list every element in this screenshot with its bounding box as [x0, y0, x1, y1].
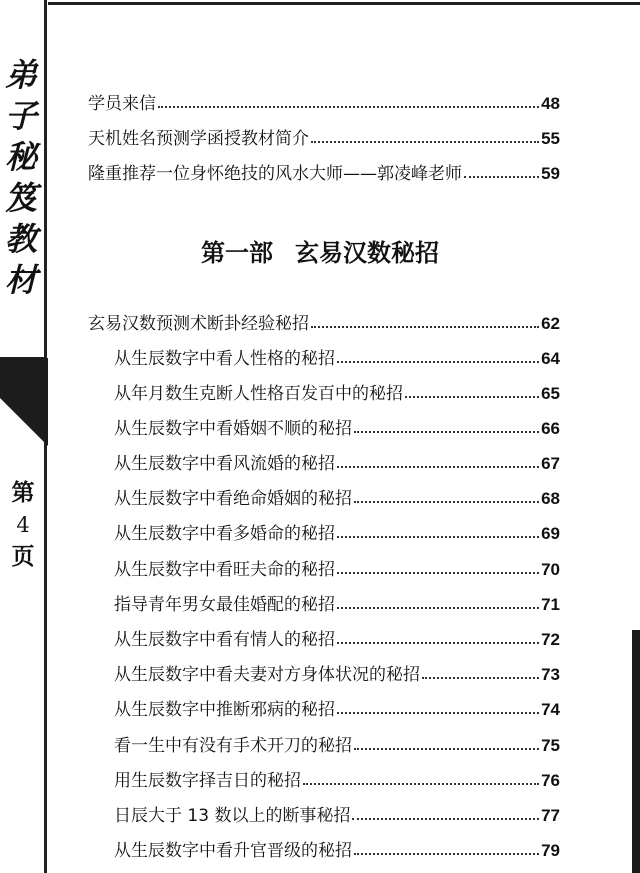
toc-entry-page: 68: [541, 489, 560, 508]
toc-entry-page: 55: [541, 129, 560, 148]
toc-entry-title: 从生辰数字中看升官晋级的秘招: [114, 841, 352, 861]
toc-entry-page: 75: [541, 736, 560, 755]
margin-tab-marker: [0, 358, 48, 448]
toc-entry-title: 从年月数生克断人性格百发百中的秘招: [114, 384, 403, 404]
toc-leader-dots: [405, 396, 539, 398]
toc-entry-title: 日辰大于 13 数以上的断事秘招: [114, 806, 351, 826]
side-title-char: 秘: [4, 138, 37, 176]
toc-leader-dots: [354, 431, 539, 433]
toc-entry[interactable]: [114, 686, 560, 720]
toc-entry[interactable]: [88, 115, 560, 149]
toc-entry[interactable]: [114, 475, 560, 509]
section-heading-part: 第一部: [201, 238, 273, 267]
section-heading-title: 玄易汉数秘招: [295, 238, 439, 267]
toc-entry-title: 从生辰数字中看旺夫命的秘招: [114, 560, 335, 580]
toc-entry-title: 天机姓名预测学函授教材简介: [88, 129, 309, 149]
toc-entry[interactable]: [114, 370, 560, 404]
toc-entry[interactable]: [114, 651, 560, 685]
toc-entry[interactable]: [114, 510, 560, 544]
toc-entry-page: 72: [541, 630, 560, 649]
toc-leader-dots: [337, 466, 539, 468]
toc-entry[interactable]: [114, 827, 560, 861]
section-heading: [150, 233, 490, 268]
toc-entry-page: 71: [541, 595, 560, 614]
toc-entry[interactable]: [114, 405, 560, 439]
toc-entry[interactable]: [114, 616, 560, 650]
toc-entry[interactable]: [114, 792, 560, 826]
toc-entry-title: 看一生中有没有手术开刀的秘招: [114, 736, 352, 756]
toc-entry[interactable]: [88, 300, 560, 334]
toc-entry-title: 从生辰数字中看风流婚的秘招: [114, 454, 335, 474]
toc-entry-page: 76: [541, 771, 560, 790]
side-title: [2, 55, 40, 301]
toc-entry-page: 74: [541, 700, 560, 719]
toc-leader-dots: [354, 853, 539, 855]
toc-entry[interactable]: [114, 335, 560, 369]
top-border: [48, 2, 640, 5]
toc-leader-dots: [337, 572, 539, 574]
toc-entry-page: 59: [541, 164, 560, 183]
side-title-char: 教: [4, 220, 37, 258]
toc-leader-dots: [422, 677, 539, 679]
toc-entry[interactable]: [114, 546, 560, 580]
toc-entry-title: 从生辰数字中看人性格的秘招: [114, 349, 335, 369]
side-title-char: 笈: [4, 179, 37, 217]
side-title-char: 材: [4, 261, 37, 299]
toc-entry[interactable]: [114, 757, 560, 791]
side-title-char: 子: [4, 97, 37, 135]
toc-entry-title: 从生辰数字中看绝命婚姻的秘招: [114, 489, 352, 509]
toc-entry-title: 从生辰数字中看夫妻对方身体状况的秘招: [114, 665, 420, 685]
toc-entry[interactable]: [88, 150, 560, 184]
toc-entry[interactable]: [114, 440, 560, 474]
toc-leader-dots: [337, 607, 539, 609]
toc-entry-title: 从生辰数字中看婚姻不顺的秘招: [114, 419, 352, 439]
toc-entry-title: 从生辰数字中看多婚命的秘招: [114, 524, 335, 544]
toc-leader-dots: [464, 176, 539, 178]
toc-entry-title: 用生辰数字择吉日的秘招: [114, 771, 301, 791]
toc-entry-title: 玄易汉数预测术断卦经验秘招: [88, 314, 309, 334]
toc-leader-dots: [337, 536, 539, 538]
toc-entry-title: 学员来信: [88, 94, 156, 114]
toc-entry-title: 指导青年男女最佳婚配的秘招: [114, 595, 335, 615]
toc-leader-dots: [337, 642, 539, 644]
toc-entry-page: 48: [541, 94, 560, 113]
page-edge-shadow: [632, 630, 640, 873]
toc-entry[interactable]: [114, 581, 560, 615]
toc-entry-page: 66: [541, 419, 560, 438]
toc-leader-dots: [311, 326, 539, 328]
toc-entry-page: 70: [541, 560, 560, 579]
toc-entry-title: 隆重推荐一位身怀绝技的风水大师——郭凌峰老师: [88, 164, 462, 184]
toc-leader-dots: [337, 712, 539, 714]
toc-leader-dots: [337, 361, 539, 363]
toc-entry[interactable]: [88, 80, 560, 114]
toc-entry-title: 从生辰数字中看有情人的秘招: [114, 630, 335, 650]
toc-leader-dots: [311, 141, 539, 143]
page-label-number: 4: [16, 513, 30, 537]
toc-leader-dots: [352, 818, 539, 820]
toc-entry-page: 73: [541, 665, 560, 684]
toc-entry-title: 从生辰数字中推断邪病的秘招: [114, 700, 335, 720]
page-label: [6, 477, 40, 573]
toc-entry-page: 64: [541, 349, 560, 368]
toc-entry[interactable]: [114, 722, 560, 756]
side-title-char: 弟: [4, 56, 37, 94]
toc-leader-dots: [354, 748, 539, 750]
toc-leader-dots: [303, 783, 539, 785]
toc-entry-page: 77: [541, 806, 560, 825]
toc-leader-dots: [158, 106, 539, 108]
toc-entry-page: 65: [541, 384, 560, 403]
toc-entry-page: 67: [541, 454, 560, 473]
toc-entry-page: 62: [541, 314, 560, 333]
page-label-suffix: 页: [11, 543, 35, 570]
page-label-prefix: 第: [11, 479, 35, 506]
toc-entry-page: 79: [541, 841, 560, 860]
toc-entry-page: 69: [541, 524, 560, 543]
toc-leader-dots: [354, 501, 539, 503]
